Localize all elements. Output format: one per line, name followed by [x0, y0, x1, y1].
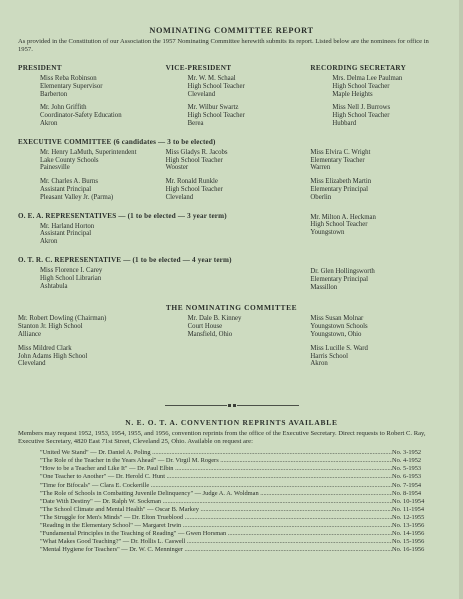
nominee-city: Akron — [40, 238, 58, 246]
reprint-title: "The School Climate and Mental Health" — Oscar B. Markey ..... — [40, 506, 392, 514]
recording-secretary-heading: RECORDING SECRETARY — [310, 64, 407, 72]
nominee-entry — [310, 268, 445, 291]
committee-column — [310, 315, 445, 374]
otrc-left — [18, 267, 166, 297]
member-school: John Adams High School — [18, 352, 88, 360]
vice-president-heading: VICE-PRESIDENT — [165, 64, 232, 72]
nominee-name: Mr. Wilbur Swartz — [187, 104, 239, 112]
reprint-number: No. 12-1955 — [392, 513, 425, 521]
nominee-name: Mr. Milton A. Heckman — [310, 213, 376, 221]
nominee-entry — [166, 104, 311, 127]
nominee-city: Maple Heights — [332, 90, 373, 98]
reprint-number: No. 11-1954 — [392, 505, 425, 513]
member-entry — [166, 315, 311, 338]
nominee-position: Elementary Teacher — [310, 156, 365, 164]
nominee-city: Akron — [40, 119, 58, 127]
nominee-entry — [18, 104, 166, 127]
reprint-item — [40, 522, 439, 530]
member-entry — [18, 315, 166, 338]
member-city: Cleveland — [18, 360, 46, 368]
reprint-item — [40, 530, 439, 538]
nominee-position: High School Teacher — [187, 82, 245, 90]
reprint-number: No. 3-1952 — [392, 449, 422, 457]
president-heading: PRESIDENT — [18, 64, 62, 72]
member-entry — [310, 345, 445, 368]
reprints-intro: Members may request 1952, 1953, 1954, 1955, and 1956, convention reprints from the office of the Executive Secretary. Direct requests to Robert C. Ray, Executive Secretary, 4820 East 71st Street, Cleveland 25, Ohio. Available on request are: — [18, 430, 426, 446]
member-school: Court House — [187, 323, 223, 331]
oea-heading: O. E. A. REPRESENTATIVES — (1 to be elected — 3 year term) — [18, 211, 227, 220]
otrc-nominees — [18, 267, 445, 297]
reprint-item — [40, 506, 439, 514]
nominee-city: Berea — [187, 119, 204, 127]
member-city: Alliance — [18, 330, 42, 338]
reprint-title: "The Role of Schools in Combatting Juvenile Delinquency" — Judge A. A. Woldman ..... — [40, 490, 392, 498]
reprint-title: "How to be a Teacher and Like It" — Dr. Paul Elbin ..... — [40, 465, 392, 473]
member-name: Miss Susan Molnar — [310, 315, 364, 323]
reprint-number: No. 10-1954 — [392, 497, 425, 505]
nominee-entry — [18, 267, 166, 290]
reprint-title: "The Struggle for Men's Minds" — Dr. Elton Trueblood ..... — [40, 514, 392, 522]
reprint-number: No. 16-1956 — [392, 546, 425, 554]
committee-column — [166, 315, 311, 374]
nominee-name: Miss Elvira C. Wright — [310, 148, 371, 156]
reprint-item — [40, 473, 439, 481]
nominee-city: Cleveland — [165, 193, 194, 201]
reprint-number: No. 4-1952 — [392, 457, 422, 465]
nominee-name: Mr. Henry LaMuth, Superintendent — [40, 148, 137, 156]
reprint-title: "United We Stand" — Dr. Daniel A. Poling ..... — [40, 449, 392, 457]
nominee-name: Mr. W. M. Schaal — [187, 75, 236, 82]
nominee-entry — [310, 149, 445, 172]
divider-dot — [228, 404, 231, 407]
nominee-name: Mr. Harland Horton — [40, 222, 95, 230]
divider-line — [165, 405, 227, 406]
nominee-position: Elementary Principal — [310, 275, 368, 283]
reprint-title: "Date With Destiny" — Dr. Ralph W. Sockman ..... — [40, 498, 392, 506]
nominee-city: Ashtabula — [40, 282, 68, 290]
report-intro: As provided in the Constitution of our Association the 1957 Nominating Committee herewith submits its report. Listed below are the nominees for office in 1957. — [18, 38, 429, 53]
nominee-entry — [18, 223, 166, 246]
reprints-list — [18, 449, 445, 554]
nominee-position: High School Teacher — [332, 82, 390, 90]
otrc-right — [310, 267, 445, 297]
reprint-item — [40, 490, 439, 498]
reprint-item — [40, 457, 439, 465]
member-school: Youngstown Schools — [310, 323, 368, 331]
reprint-item — [40, 449, 439, 457]
otrc-heading: O. T. R. C. REPRESENTATIVE — (1 to be elected — 4 year term) — [18, 255, 232, 264]
nominee-city: Pleasant Valley Jr. (Parma) — [40, 193, 114, 201]
nominee-name: Miss Florence I. Carey — [40, 266, 103, 274]
nominating-committee-heading: THE NOMINATING COMMITTEE — [165, 303, 298, 313]
reprint-item — [40, 546, 439, 554]
member-school: Harris School — [310, 352, 348, 360]
spacer — [166, 223, 311, 252]
member-name: Mr. Robert Dowling (Chairman) — [18, 315, 107, 323]
reprint-number: No. 15-1956 — [392, 538, 425, 546]
nominee-entry — [310, 178, 445, 201]
member-name: Miss Lucille S. Ward — [310, 344, 368, 352]
reprint-item — [40, 482, 439, 490]
nominee-position: Assistant Principal — [40, 230, 92, 238]
reprint-item — [40, 514, 439, 522]
nominee-name: Miss Gladys R. Jacobs — [165, 148, 228, 156]
nominee-name: Mr. Ronald Runkle — [165, 178, 218, 186]
nominee-city: Cleveland — [187, 90, 216, 98]
nominee-name: Miss Nell J. Burrows — [332, 104, 391, 112]
nominee-city: Barberton — [40, 90, 68, 98]
nominee-position: High School Teacher — [187, 112, 245, 120]
reprints-heading: N. E. O. T. A. CONVENTION REPRINTS AVAILABLE — [125, 418, 338, 428]
reprint-title: "Reading in the Elementary School" — Margaret Irwin ..... — [40, 522, 392, 530]
divider-line — [237, 405, 299, 406]
nominee-name: Mrs. Delma Lee Paulman — [332, 75, 403, 82]
nominee-entry — [166, 75, 311, 98]
nominee-entry — [18, 149, 166, 172]
president-column — [18, 64, 166, 134]
reprint-item — [40, 538, 439, 546]
reprint-number: No. 14-1956 — [392, 530, 425, 538]
executive-committee-heading: EXECUTIVE COMMITTEE (6 candidates — 3 to be elected) — [18, 137, 216, 146]
executive-committee-nominees — [18, 149, 445, 208]
officer-nominees — [18, 64, 445, 134]
reprint-number: No. 13-1956 — [392, 521, 425, 529]
nominee-city: Hubbard — [332, 119, 357, 127]
reprint-item — [40, 498, 439, 506]
executive-column — [18, 149, 166, 208]
nominee-entry — [166, 149, 311, 172]
nominee-position: High School Teacher — [310, 221, 368, 229]
nominee-entry — [310, 214, 445, 237]
member-name: Miss Mildred Clark — [18, 344, 72, 352]
nominee-city: Oberlin — [310, 193, 332, 201]
nominee-city: Warren — [310, 164, 331, 172]
reprint-number: No. 8-1954 — [392, 489, 422, 497]
member-city: Mansfield, Ohio — [187, 330, 233, 338]
reprint-number: No. 7-1954 — [392, 481, 422, 489]
section-divider — [18, 396, 445, 400]
nominee-city: Wooster — [165, 164, 189, 172]
member-name: Mr. Dale B. Kinney — [187, 315, 242, 323]
executive-column — [166, 149, 311, 208]
reprint-title: "One Teacher to Another" — Dr. Herold C. Hunt ..... — [40, 473, 392, 481]
nominee-entry — [18, 75, 166, 98]
nominee-name: Mr. Charles A. Burns — [40, 178, 98, 186]
committee-column — [18, 315, 166, 374]
report-title: NOMINATING COMMITTEE REPORT — [149, 26, 314, 35]
divider-dot — [233, 404, 236, 407]
reprint-title: "Fundamental Principles in the Teaching of Reading" — Gwen Horsman ..... — [40, 530, 392, 538]
nominee-position: High School Teacher — [165, 156, 223, 164]
reprint-title: "The Role of the Teacher in the Years Ahead" — Dr. Virgil M. Rogers ..... — [40, 457, 392, 465]
nominee-entry — [166, 178, 311, 201]
executive-column — [310, 149, 445, 208]
nominee-city: Youngstown — [310, 229, 345, 237]
vice-president-column — [166, 64, 311, 134]
nominee-name: Miss Elizabeth Martin — [310, 178, 372, 186]
spacer — [166, 267, 311, 297]
nominee-position: High School Teacher — [332, 112, 390, 120]
reprint-title: "Time for Bifocals" — Clara E. Cockerille ..... — [40, 482, 392, 490]
oea-right — [310, 213, 445, 252]
member-entry — [310, 315, 445, 338]
nominee-position: Assistant Principal — [40, 185, 92, 193]
member-entry — [18, 345, 166, 368]
nominee-position: Lake County Schools — [40, 156, 99, 164]
nominee-position: Elementary Supervisor — [40, 82, 103, 90]
nominee-entry — [18, 178, 166, 201]
nominee-entry — [310, 75, 445, 98]
nominating-committee-members — [18, 315, 445, 374]
nominee-position: Coordinator-Safety Education — [40, 112, 122, 120]
member-city: Akron — [310, 360, 328, 368]
member-city: Youngstown, Ohio — [310, 330, 362, 338]
nominee-position: High School Teacher — [165, 185, 223, 193]
reprint-number: No. 6-1953 — [392, 473, 422, 481]
nominee-name: Mr. John Griffith — [40, 104, 87, 112]
nominee-city: Painesville — [40, 164, 70, 172]
reprint-item — [40, 465, 439, 473]
reprint-number: No. 5-1953 — [392, 465, 422, 473]
recording-secretary-column — [310, 64, 445, 134]
reprint-title: "What Makes Good Teaching?" — Dr. Hollis L. Caswell ..... — [40, 538, 392, 546]
nominee-city: Massillon — [310, 283, 338, 291]
nominee-position: High School Librarian — [40, 274, 102, 282]
oea-left — [18, 223, 166, 252]
nominee-position: Elementary Principal — [310, 185, 368, 193]
reprint-title: "Mental Hygiene for Teachers" — Dr. W. C. Menninger ..... — [40, 546, 392, 554]
member-school: Stanton Jr. High School — [18, 323, 83, 331]
nominee-name: Dr. Glen Hollingsworth — [310, 267, 375, 275]
nominee-entry — [310, 104, 445, 127]
nominee-name: Miss Reba Robinson — [40, 75, 97, 82]
